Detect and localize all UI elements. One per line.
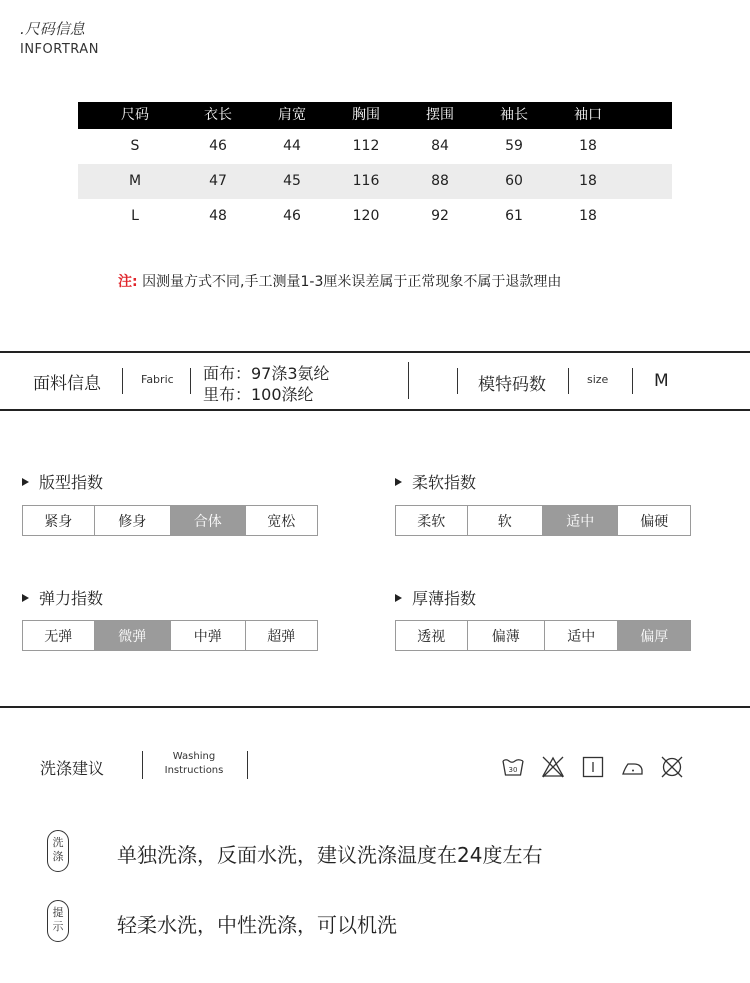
table-cell: 59	[505, 138, 523, 154]
index-option-selected: 适中	[543, 506, 618, 535]
index-option: 适中	[545, 621, 619, 650]
separator	[142, 751, 143, 779]
tip-instruction-text: 轻柔水洗，中性洗涤，可以机洗	[117, 913, 397, 937]
tip-badge: 提 示	[47, 900, 69, 942]
table-cell: 116	[352, 173, 380, 189]
separator	[457, 368, 458, 394]
softness-index-title: 柔软指数	[395, 470, 476, 493]
note-prefix: 注:	[118, 274, 138, 290]
iron-low-icon	[621, 755, 645, 779]
index-option-selected: 偏厚	[618, 621, 690, 650]
table-cell: L	[131, 208, 139, 224]
divider-line	[0, 706, 750, 708]
table-cell: 18	[579, 138, 597, 154]
index-option: 柔软	[396, 506, 468, 535]
column-header: 胸围	[352, 107, 380, 123]
measurement-note	[118, 271, 561, 291]
triangle-bullet-icon	[395, 594, 402, 602]
separator	[632, 368, 633, 394]
table-cell: 44	[283, 138, 301, 154]
triangle-bullet-icon	[22, 478, 29, 486]
table-cell: 112	[352, 138, 380, 154]
table-cell: 84	[431, 138, 449, 154]
fabric-lining-material: 里布：100涤纶	[203, 385, 314, 404]
table-cell: 18	[579, 208, 597, 224]
divider-line	[0, 351, 750, 353]
fabric-face-material: 面布：97涤3氨纶	[203, 364, 330, 383]
table-cell: M	[128, 173, 142, 189]
table-cell: 120	[352, 208, 380, 224]
fabric-label: 面料信息	[33, 374, 101, 394]
column-header: 衣长	[204, 107, 232, 123]
softness-index-scale	[395, 505, 691, 536]
triangle-bullet-icon	[22, 594, 29, 602]
no-bleach-icon	[541, 755, 565, 779]
index-option: 无弹	[23, 621, 95, 650]
separator	[408, 362, 409, 399]
table-cell: 47	[209, 173, 227, 189]
table-cell: 18	[579, 173, 597, 189]
column-header: 尺码	[121, 107, 149, 123]
separator	[247, 751, 248, 779]
washing-label-en: Instructions	[164, 765, 224, 776]
index-option: 超弹	[267, 628, 296, 645]
index-option: 偏薄	[468, 621, 545, 650]
thickness-index-scale	[395, 620, 691, 651]
divider-line	[0, 409, 750, 411]
column-header: 肩宽	[278, 107, 306, 123]
table-row	[78, 164, 672, 199]
table-cell: 61	[505, 208, 523, 224]
column-header: 袖口	[574, 107, 602, 123]
no-dry-clean-icon	[660, 755, 684, 779]
index-option: 中弹	[171, 621, 246, 650]
table-cell: 92	[431, 208, 449, 224]
wash-badge: 洗 涤	[47, 830, 69, 872]
elasticity-index-scale	[22, 620, 318, 651]
fabric-label-en: Fabric	[141, 373, 174, 386]
size-info-title: .尺码信息	[20, 20, 85, 38]
column-header: 袖长	[500, 107, 528, 123]
table-row	[78, 199, 672, 234]
size-table	[78, 102, 672, 234]
fit-index-scale	[22, 505, 318, 536]
elasticity-index-title: 弹力指数	[22, 586, 103, 609]
index-option: 软	[468, 506, 543, 535]
separator	[190, 368, 191, 394]
model-size-label: 模特码数	[478, 375, 546, 395]
size-info-subtitle: INFORTRAN	[20, 42, 99, 57]
thickness-index-title: 厚薄指数	[395, 586, 476, 609]
model-size-label-en: size	[587, 373, 609, 386]
washing-label-en: Washing	[172, 751, 216, 762]
wash-instruction-text: 单独洗涤，反面水洗，建议洗涤温度在24度左右	[117, 843, 543, 867]
wash-30-icon	[501, 755, 525, 779]
table-row	[78, 129, 672, 164]
index-option-selected: 合体	[171, 506, 246, 535]
table-cell: 45	[283, 173, 301, 189]
index-option-selected: 微弹	[95, 621, 171, 650]
table-cell: S	[130, 138, 140, 154]
size-table-header	[78, 102, 672, 129]
wash-temperature: 30	[508, 766, 518, 774]
index-option: 紧身	[23, 506, 95, 535]
separator	[568, 368, 569, 394]
tumble-dry-icon	[581, 755, 605, 779]
table-cell: 46	[209, 138, 227, 154]
fit-index-title: 版型指数	[22, 470, 103, 493]
index-option: 透视	[396, 621, 468, 650]
column-header: 摆围	[426, 107, 454, 123]
index-option: 修身	[95, 506, 171, 535]
table-cell: 46	[283, 208, 301, 224]
triangle-bullet-icon	[395, 478, 402, 486]
table-cell: 48	[209, 208, 227, 224]
index-option: 偏硬	[640, 513, 669, 530]
separator	[122, 368, 123, 394]
model-size-value: M	[654, 371, 669, 391]
table-cell: 88	[431, 173, 449, 189]
washing-label: 洗涤建议	[40, 759, 105, 778]
index-option: 宽松	[267, 513, 296, 530]
table-cell: 60	[505, 173, 523, 189]
note-text: 因测量方式不同,手工测量1-3厘米误差属于正常现象不属于退款理由	[142, 274, 562, 290]
